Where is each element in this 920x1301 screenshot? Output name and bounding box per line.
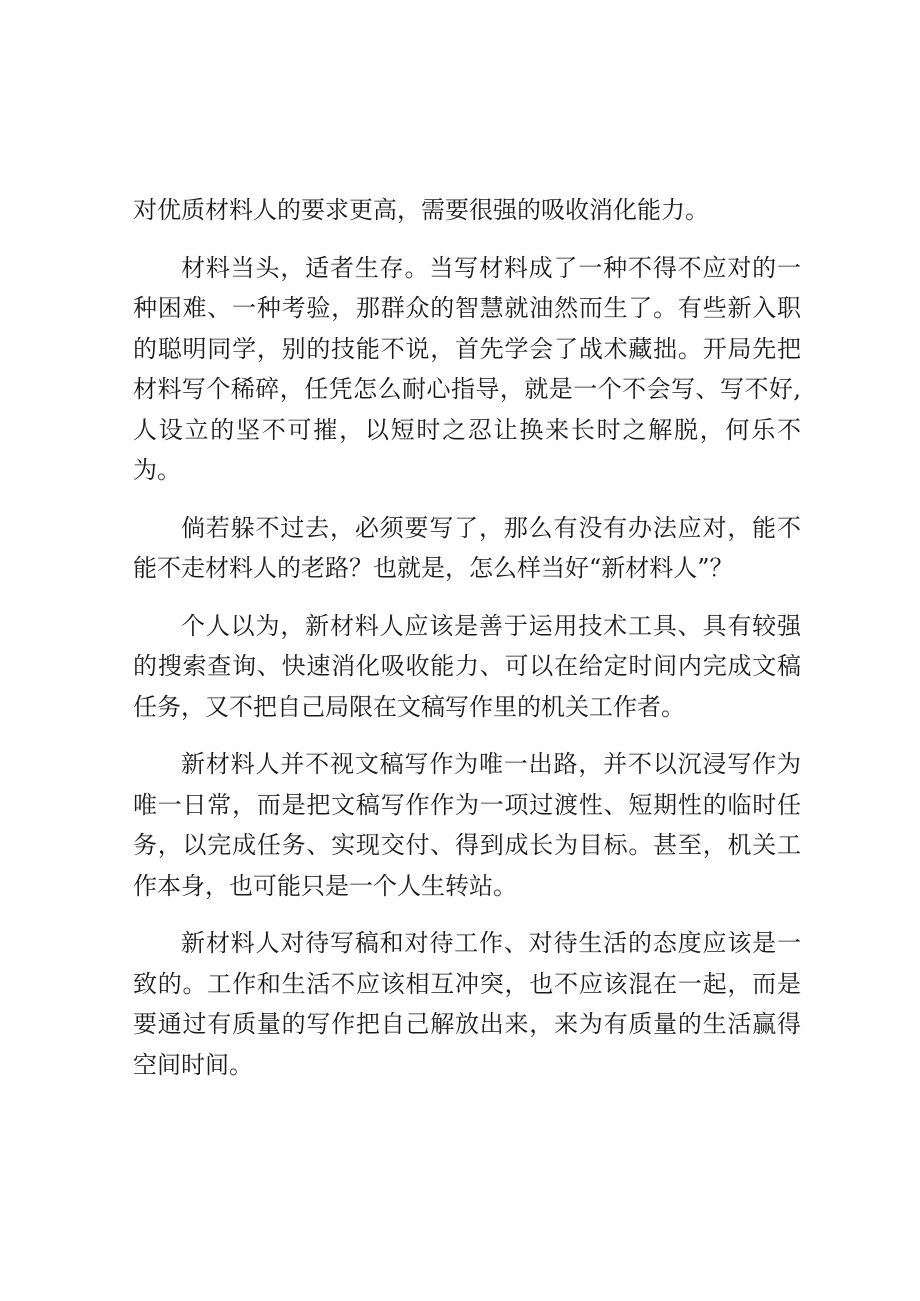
paragraph-continued: 对优质材料人的要求更高，需要很强的吸收消化能力。 — [133, 196, 709, 224]
document-body — [133, 190, 801, 1102]
paragraph: 倘若躲不过去，必须要写了，那么有没有办法应对，能不能不走材料人的老路？也就是，怎么样当好“新材料人”？ — [133, 513, 801, 582]
paragraph: 新材料人并不视文稿写作为唯一出路，并不以沉浸写作为唯一日常，而是把文稿写作作为一项过渡性、短期性的临时任务，以完成任务、实现交付、得到成长为目标。甚至，机关工作本身，也可能只是一个人生转站。 — [133, 750, 801, 900]
paragraph: 新材料人对待写稿和对待工作、对待生活的态度应该是一致的。工作和生活不应该相互冲突，也不应该混在一起，而是要通过有质量的写作把自己解放出来，来为有质量的生活赢得空间时间。 — [133, 929, 801, 1079]
paragraph: 个人以为，新材料人应该是善于运用技术工具、具有较强的搜索查询、快速消化吸收能力、可以在给定时间内完成文稿任务，又不把自己局限在文稿写作里的机关工作者。 — [133, 611, 801, 721]
paragraph: 材料当头，适者生存。当写材料成了一种不得不应对的一种困难、一种考验，那群众的智慧就油然而生了。有些新入职的聪明同学，别的技能不说，首先学会了战术藏拙。开局先把材料写个稀碎，任凭怎么耐心指导，就是一个不会写、写不好,人设立的坚不可摧，以短时之忍让换来长时之解脱，何乐不为。 — [133, 253, 801, 484]
